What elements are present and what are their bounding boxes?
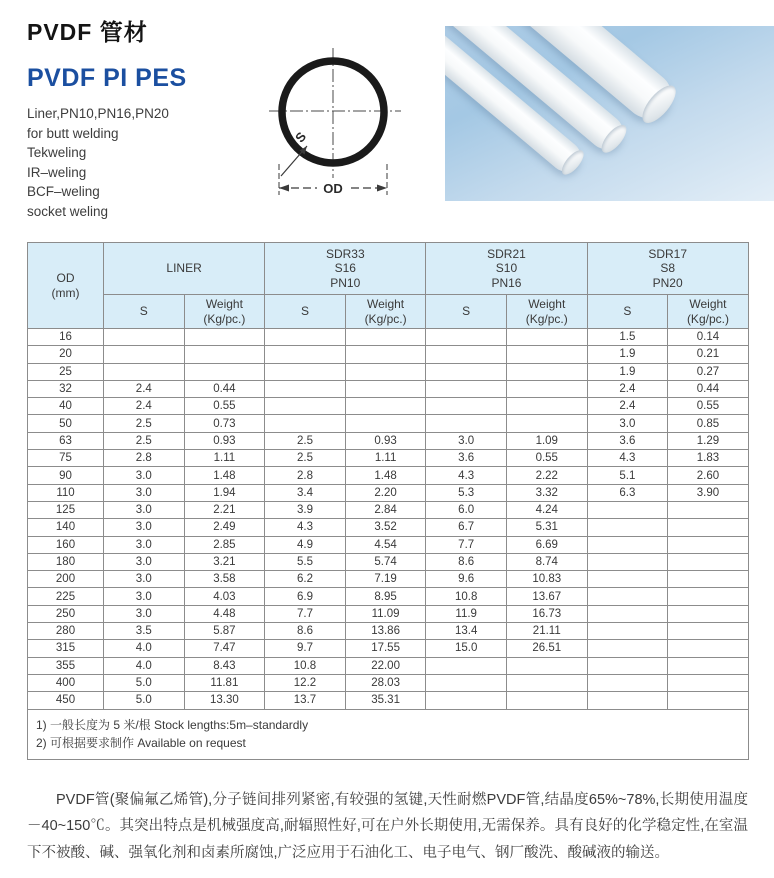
spec-cell: 11.9 [426,605,507,622]
od-cell: 40 [28,398,104,415]
spec-cell: 26.51 [506,640,587,657]
pipes-photo [445,26,774,201]
spec-row [28,571,749,588]
spec-cell: 2.49 [184,519,265,536]
spec-cell: 0.93 [184,432,265,449]
spec-cell [426,346,507,363]
spec-cell [345,415,426,432]
column-header-s: S [587,295,668,329]
spec-cell [506,674,587,691]
spec-cell: 3.9 [265,501,346,518]
od-arrow-left [279,185,289,192]
spec-row [28,623,749,640]
spec-cell: 2.20 [345,484,426,501]
spec-cell: 13.67 [506,588,587,605]
column-group-header [426,243,587,295]
spec-cell: 3.0 [104,588,185,605]
spec-cell: 3.0 [104,501,185,518]
spec-cell [506,657,587,674]
spec-cell: 11.09 [345,605,426,622]
spec-cell: 1.11 [345,450,426,467]
spec-cell: 4.3 [426,467,507,484]
spec-cell [506,329,587,346]
spec-cell: 4.54 [345,536,426,553]
spec-cell: 17.55 [345,640,426,657]
footnote-row [28,709,749,759]
spec-cell: 9.7 [265,640,346,657]
od-cell: 315 [28,640,104,657]
spec-row [28,398,749,415]
header-line: Weight [205,297,243,311]
spec-cell: 13.7 [265,692,346,709]
spec-cell: 1.94 [184,484,265,501]
spec-cell: 1.48 [184,467,265,484]
spec-cell [426,398,507,415]
spec-cell [506,363,587,380]
od-cell: 400 [28,674,104,691]
header-line: PN20 [652,275,683,290]
page-header-section [27,14,748,242]
od-cell: 355 [28,657,104,674]
spec-cell: 4.0 [104,640,185,657]
spec-cell [506,692,587,709]
spec-table-header [28,243,749,329]
spec-cell: 0.93 [345,432,426,449]
spec-cell: 3.0 [587,415,668,432]
spec-row [28,519,749,536]
spec-cell [668,519,749,536]
description-paragraph: PVDF管(聚偏氟乙烯管),分子链间排列紧密,有较强的氢键,天性耐燃PVDF管,结晶度65%~78%,长期使用温度－40~150℃。其突出特点是机械强度高,耐辐照性好,可在户外长期使用,无需保养。具有良好的化学稳定性,在室温下不被酸、碱、强氧化剂和卤素所腐蚀,广泛应用于石油化工、电子电气、钢厂酸洗、酸碱液的输送。 [27,791,748,861]
spec-cell: 2.21 [184,501,265,518]
spec-cell: 3.4 [265,484,346,501]
od-cell: 250 [28,605,104,622]
spec-cell: 15.0 [426,640,507,657]
spec-cell [345,380,426,397]
spec-cell: 2.4 [104,398,185,415]
spec-cell: 3.90 [668,484,749,501]
spec-cell [587,501,668,518]
spec-cell [587,657,668,674]
od-cell: 50 [28,415,104,432]
column-header-weight [345,295,426,329]
spec-cell [668,605,749,622]
spec-cell: 5.1 [587,467,668,484]
spec-cell [184,329,265,346]
footnote-line: 2) 可根据要求制作 Available on request [36,735,246,750]
spec-cell [265,329,346,346]
spec-cell: 5.0 [104,674,185,691]
spec-cell: 6.3 [587,484,668,501]
spec-cell: 0.44 [668,380,749,397]
column-header-s: S [104,295,185,329]
od-dimension-label: OD [323,181,343,196]
spec-cell: 1.5 [587,329,668,346]
spec-cell [668,640,749,657]
spec-cell [426,363,507,380]
spec-cell [506,398,587,415]
spec-cell: 8.74 [506,553,587,570]
spec-cell: 3.6 [587,432,668,449]
header-group-row [28,243,749,295]
spec-cell: 1.09 [506,432,587,449]
spec-cell [587,692,668,709]
spec-cell [668,501,749,518]
spec-cell: 6.2 [265,571,346,588]
od-cell: 90 [28,467,104,484]
feature-item: IR–weling [27,164,87,180]
spec-cell [668,657,749,674]
spec-cell: 13.4 [426,623,507,640]
header-line: (Kg/pc.) [203,311,246,326]
spec-cell: 4.0 [104,657,185,674]
spec-cell: 5.0 [104,692,185,709]
spec-cell: 7.47 [184,640,265,657]
spec-row [28,380,749,397]
spec-cell [587,640,668,657]
header-line: (Kg/pc.) [364,311,407,326]
header-line: (Kg/pc.) [525,311,568,326]
spec-cell: 8.6 [265,623,346,640]
spec-cell: 5.5 [265,553,346,570]
od-cell: 160 [28,536,104,553]
spec-cell [184,346,265,363]
column-group-header [587,243,748,295]
header-line: SDR33 [325,246,365,261]
header-line: PN16 [491,275,522,290]
spec-row [28,501,749,518]
spec-row [28,415,749,432]
spec-row [28,450,749,467]
spec-cell [587,674,668,691]
spec-cell [587,605,668,622]
spec-cell: 3.0 [104,484,185,501]
spec-cell: 3.0 [104,519,185,536]
page-title-cn: PVDF 管材 [27,19,148,45]
spec-cell: 2.22 [506,467,587,484]
spec-cell: 0.55 [184,398,265,415]
spec-cell [265,415,346,432]
spec-cell: 5.87 [184,623,265,640]
spec-cell: 4.9 [265,536,346,553]
spec-cell: 16.73 [506,605,587,622]
spec-cell: 5.74 [345,553,426,570]
spec-cell: 6.7 [426,519,507,536]
column-header-s: S [426,295,507,329]
spec-cell: 0.55 [668,398,749,415]
spec-cell [426,415,507,432]
spec-cell [104,329,185,346]
spec-cell [265,346,346,363]
spec-cell [426,657,507,674]
spec-cell [426,692,507,709]
spec-table [27,242,749,760]
spec-cell [265,380,346,397]
spec-cell: 7.19 [345,571,426,588]
page-title-en: PVDF PI PES [27,64,187,92]
spec-cell: 3.32 [506,484,587,501]
spec-row [28,484,749,501]
spec-cell: 0.55 [506,450,587,467]
spec-cell [506,380,587,397]
spec-cell: 2.5 [265,432,346,449]
header-line: S8 [660,261,675,276]
spec-cell: 0.44 [184,380,265,397]
spec-row [28,432,749,449]
spec-cell [587,588,668,605]
spec-cell: 11.81 [184,674,265,691]
spec-cell [587,519,668,536]
od-cell: 125 [28,501,104,518]
pipe-diagram-svg [263,40,407,208]
spec-cell: 0.85 [668,415,749,432]
spec-row [28,467,749,484]
header-line: LINER [166,261,202,276]
footnote-line: 1) 一般长度为 5 米/根 Stock lengths:5m–standardly [36,717,309,732]
od-cell: 200 [28,571,104,588]
spec-row [28,657,749,674]
spec-cell [668,674,749,691]
spec-cell: 2.5 [265,450,346,467]
spec-cell: 7.7 [426,536,507,553]
spec-cell [506,346,587,363]
spec-cell [668,692,749,709]
spec-cell: 5.31 [506,519,587,536]
footnote-cell [28,709,749,759]
header-sub-row [28,295,749,329]
spec-cell: 2.84 [345,501,426,518]
spec-cell [668,623,749,640]
spec-cell [184,363,265,380]
spec-cell: 5.3 [426,484,507,501]
header-line: (mm) [51,285,80,300]
spec-cell: 1.83 [668,450,749,467]
spec-cell: 8.43 [184,657,265,674]
spec-cell: 6.69 [506,536,587,553]
spec-row [28,553,749,570]
spec-cell: 2.4 [587,380,668,397]
od-cell: 225 [28,588,104,605]
spec-cell: 1.11 [184,450,265,467]
header-line: SDR21 [487,246,526,261]
header-line: SDR17 [648,246,687,261]
spec-cell: 3.0 [104,536,185,553]
spec-cell: 3.0 [104,571,185,588]
spec-row [28,346,749,363]
column-header-od [28,243,104,329]
spec-cell: 2.60 [668,467,749,484]
spec-cell [587,571,668,588]
spec-cell [265,398,346,415]
header-line: OD [56,271,75,285]
column-header-weight [184,295,265,329]
spec-cell: 4.48 [184,605,265,622]
spec-table-body [28,329,749,710]
od-cell: 25 [28,363,104,380]
column-header-weight [668,295,749,329]
spec-cell: 28.03 [345,674,426,691]
spec-cell: 1.9 [587,346,668,363]
header-line: S16 [334,261,356,276]
spec-cell [587,623,668,640]
header-line: PN10 [330,275,361,290]
spec-cell: 0.27 [668,363,749,380]
spec-cell [587,553,668,570]
spec-cell [104,346,185,363]
wall-thickness-label: S [292,128,310,146]
spec-row [28,363,749,380]
spec-cell: 6.9 [265,588,346,605]
spec-cell [345,398,426,415]
spec-cell [668,536,749,553]
spec-cell: 13.30 [184,692,265,709]
od-cell: 110 [28,484,104,501]
catalog-page [0,14,774,866]
spec-cell: 13.86 [345,623,426,640]
spec-cell: 4.24 [506,501,587,518]
od-cell: 32 [28,380,104,397]
spec-cell: 10.83 [506,571,587,588]
spec-cell [345,329,426,346]
spec-cell: 2.4 [104,380,185,397]
od-cell: 16 [28,329,104,346]
spec-row [28,692,749,709]
spec-cell: 3.0 [426,432,507,449]
spec-cell: 8.6 [426,553,507,570]
spec-cell: 2.5 [104,415,185,432]
spec-row [28,329,749,346]
spec-row [28,588,749,605]
spec-cell [345,346,426,363]
feature-item: Tekweling [27,145,87,160]
spec-cell [345,363,426,380]
od-cell: 63 [28,432,104,449]
spec-cell: 0.73 [184,415,265,432]
spec-cell [506,415,587,432]
column-header-weight [506,295,587,329]
spec-cell: 3.0 [104,605,185,622]
spec-row [28,640,749,657]
spec-cell: 7.7 [265,605,346,622]
od-cell: 75 [28,450,104,467]
spec-cell: 3.6 [426,450,507,467]
spec-cell [587,536,668,553]
od-cell: 280 [28,623,104,640]
spec-cell: 10.8 [265,657,346,674]
header-line: Weight [367,297,405,311]
spec-cell: 1.9 [587,363,668,380]
spec-cell [426,674,507,691]
spec-cell: 12.2 [265,674,346,691]
column-group-header [104,243,265,295]
spec-cell: 35.31 [345,692,426,709]
spec-cell: 4.3 [265,519,346,536]
od-cell: 20 [28,346,104,363]
header-line: Weight [689,297,727,311]
spec-cell: 2.8 [104,450,185,467]
header-line: Weight [528,297,566,311]
spec-row [28,536,749,553]
spec-table-footer [28,709,749,759]
spec-cell: 8.95 [345,588,426,605]
spec-cell [668,553,749,570]
spec-cell: 6.0 [426,501,507,518]
spec-cell: 0.14 [668,329,749,346]
feature-item: BCF–weling [27,184,100,199]
spec-cell [265,363,346,380]
feature-item: socket weling [27,203,109,219]
od-cell: 140 [28,519,104,536]
spec-cell: 3.52 [345,519,426,536]
header-line: S10 [495,261,518,276]
spec-cell: 3.0 [104,467,185,484]
spec-cell: 21.11 [506,623,587,640]
spec-cell: 2.8 [265,467,346,484]
spec-cell: 2.5 [104,432,185,449]
spec-cell: 3.0 [104,553,185,570]
spec-cell: 10.8 [426,588,507,605]
spec-cell: 3.5 [104,623,185,640]
spec-cell: 3.21 [184,553,265,570]
feature-item: Liner,PN10,PN16,PN20 [27,106,169,121]
header-line: (Kg/pc.) [686,311,729,326]
column-group-header [265,243,426,295]
spec-cell [426,329,507,346]
spec-cell: 2.4 [587,398,668,415]
spec-cell: 3.58 [184,571,265,588]
pipe-cross-section-diagram [263,40,407,208]
od-cell: 180 [28,553,104,570]
spec-cell [104,363,185,380]
spec-row [28,605,749,622]
spec-cell: 0.21 [668,346,749,363]
column-header-s: S [265,295,346,329]
spec-cell [668,588,749,605]
feature-item: for butt welding [27,125,119,141]
spec-cell: 1.48 [345,467,426,484]
spec-cell: 1.29 [668,432,749,449]
spec-cell: 4.3 [587,450,668,467]
spec-row [28,674,749,691]
spec-cell [668,571,749,588]
spec-cell: 22.00 [345,657,426,674]
od-arrow-right [377,185,387,192]
spec-cell [426,380,507,397]
od-cell: 450 [28,692,104,709]
spec-cell: 4.03 [184,588,265,605]
spec-cell: 9.6 [426,571,507,588]
spec-cell: 2.85 [184,536,265,553]
